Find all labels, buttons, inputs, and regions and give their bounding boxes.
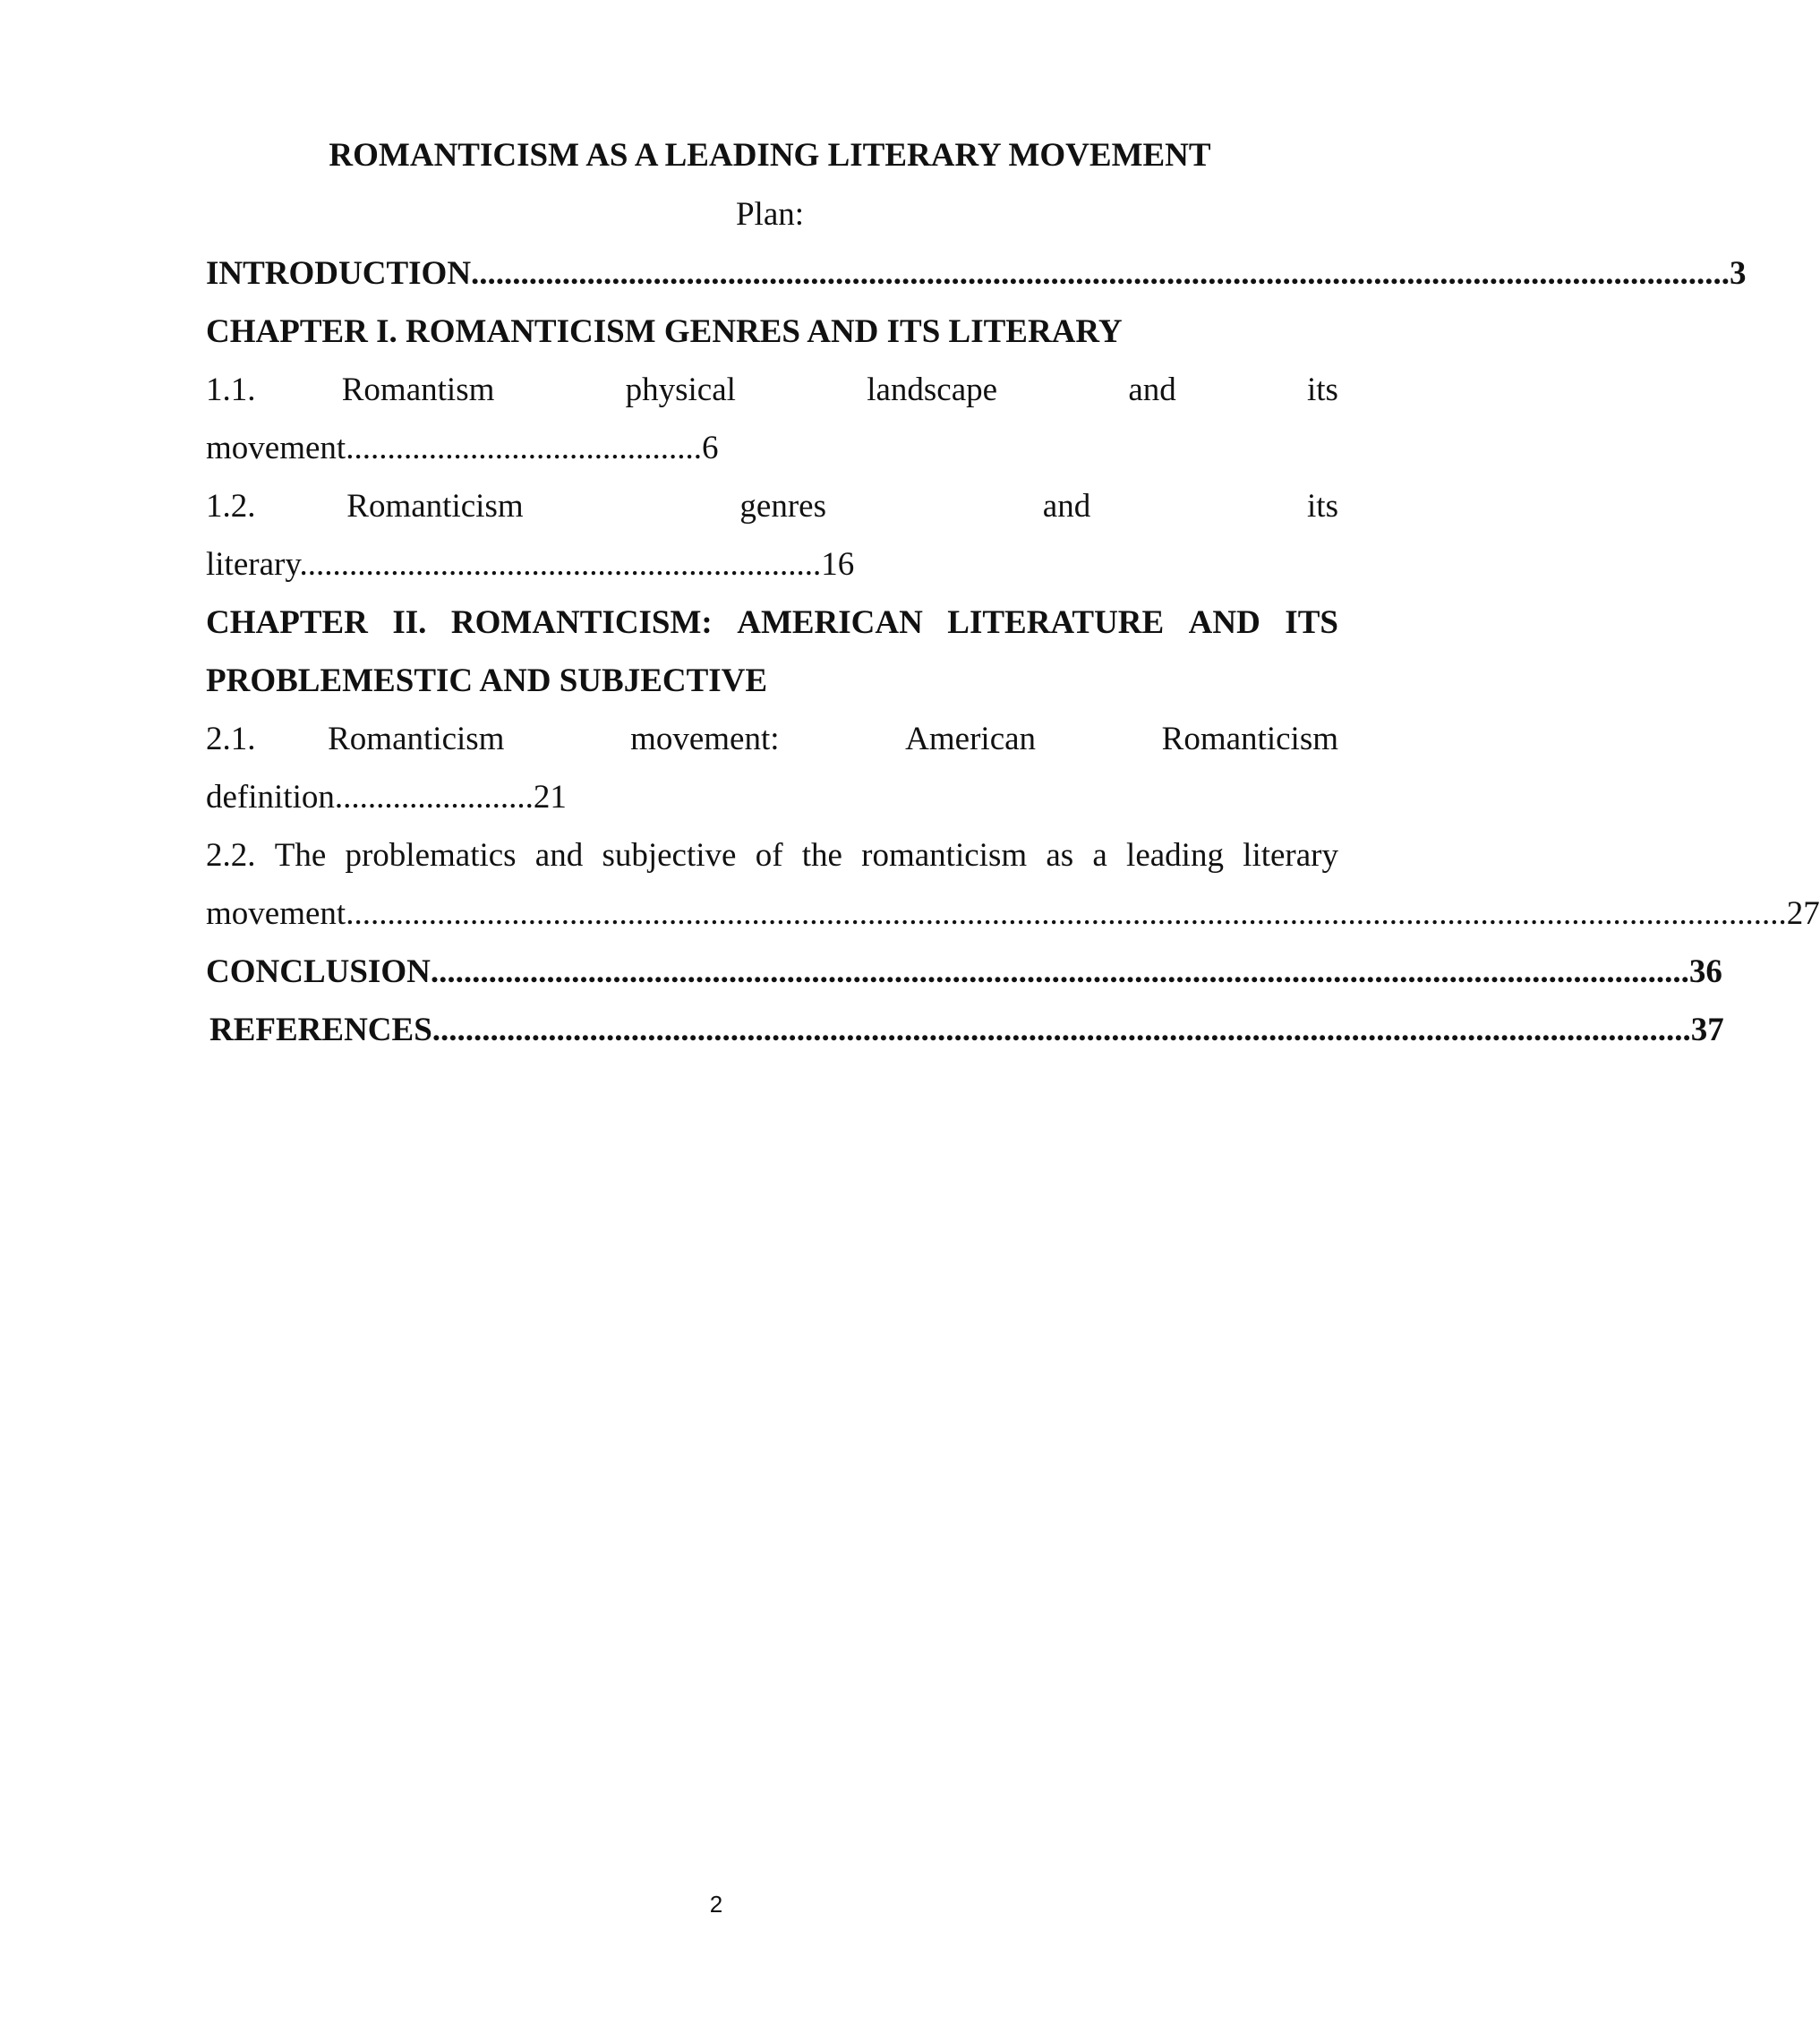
toc-word: American [905,721,1037,757]
toc-word: AMERICAN [737,604,923,641]
toc-word: the [801,837,842,874]
toc-page-number: 27 [1786,895,1820,932]
toc-word: genres [739,488,826,525]
dot-leader: ........................................................................................................................................................ [471,255,1730,292]
dot-leader: ........................ [334,779,534,816]
toc-page-number: 6 [701,430,719,466]
toc-word: LITERATURE [947,604,1165,641]
toc-word: movement: [630,721,780,757]
toc-word: literary [1243,837,1338,874]
toc-section-2-1-cont [206,774,1338,821]
toc-section-1-1[interactable] [206,367,1338,414]
toc-word: physical [625,372,736,408]
dot-leader: ........................................................................................................................................................ [430,953,1689,990]
toc-word: Romanticism [328,721,505,757]
toc-word: landscape [867,372,998,408]
toc-section-2-1[interactable] [206,716,1338,763]
toc-word: its [1307,488,1338,525]
toc-word: ROMANTICISM: [450,604,713,641]
toc-word: of [755,837,783,874]
toc-word: as [1046,837,1074,874]
toc-section-1-2[interactable] [206,483,1338,530]
toc-chapter-2[interactable] [206,600,1338,646]
toc-word: Romantism [341,372,495,408]
toc-conclusion[interactable] [206,949,1722,995]
toc-label: CONCLUSION [206,953,431,990]
toc-page-number: 3 [1730,255,1747,292]
toc-word: problematics [345,837,517,874]
toc-word: ITS [1285,604,1338,641]
toc-word: 2.1. [206,721,256,757]
toc-word: AND [1188,604,1260,641]
toc-label: INTRODUCTION [206,255,472,292]
toc-chapter-2-cont: PROBLEMESTIC AND SUBJECTIVE [206,662,768,699]
toc-word: leading [1126,837,1224,874]
toc-word: romanticism [861,837,1028,874]
toc-word: 2.2. [206,837,256,874]
toc-word: CHAPTER [206,604,368,641]
toc-references[interactable] [209,1007,1724,1054]
toc-word: and [534,837,584,874]
document-title: ROMANTICISM AS A LEADING LITERARY MOVEMENT [329,137,1211,174]
toc-word: Romanticism [1161,721,1338,757]
toc-page-number: 16 [821,546,855,583]
toc-section-1-2-cont [206,542,1338,588]
toc-word: a [1092,837,1107,874]
toc-page-number: 37 [1690,1012,1724,1048]
dot-leader: ........................................... [346,430,702,466]
toc-section-1-1-cont [206,425,1338,472]
toc-word: 1.2. [206,488,256,525]
page-number: 2 [709,1891,723,1918]
toc-introduction[interactable] [206,251,1747,297]
toc-label: literary [206,546,300,583]
plan-label: Plan: [735,196,805,233]
toc-word: and [1128,372,1176,408]
toc-label: definition [206,779,335,816]
toc-word: and [1042,488,1091,525]
toc-word: The [274,837,327,874]
toc-chapter-1[interactable]: CHAPTER I. ROMANTICISM GENRES AND ITS LITERARY [206,313,1123,350]
toc-page-number: 21 [533,779,567,816]
toc-page-number: 36 [1688,953,1722,990]
toc-word: 1.1. [206,372,256,408]
toc-label: REFERENCES [209,1012,432,1048]
toc-word: its [1307,372,1338,408]
dot-leader: ........................................................................................................................................................ [432,1012,1691,1048]
toc-label: movement [206,430,346,466]
toc-section-2-2[interactable] [206,833,1338,879]
dot-leader: .............................................................................................................................................................................. [346,895,1787,932]
toc-word: II. [392,604,427,641]
toc-word: subjective [602,837,737,874]
toc-section-2-2-cont [206,891,1820,937]
toc-label: movement [206,895,346,932]
dot-leader: ............................................................... [299,546,822,583]
toc-word: Romanticism [346,488,524,525]
